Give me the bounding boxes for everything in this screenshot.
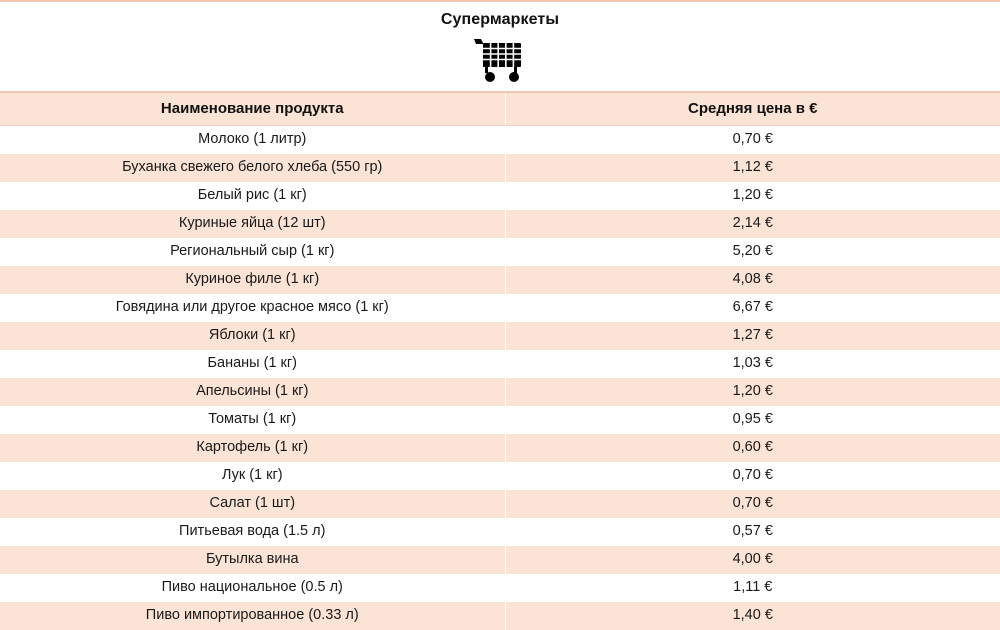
cell-product-name: Говядина или другое красное мясо (1 кг)	[0, 294, 505, 322]
cell-average-price: 1,27 €	[505, 322, 1000, 350]
cell-average-price: 1,20 €	[505, 378, 1000, 406]
table-row	[0, 378, 1000, 406]
cell-average-price: 1,11 €	[505, 574, 1000, 602]
table-row	[0, 294, 1000, 322]
cell-product-name: Белый рис (1 кг)	[0, 182, 505, 210]
table-row	[0, 546, 1000, 574]
table-row	[0, 490, 1000, 518]
cell-product-name: Салат (1 шт)	[0, 490, 505, 518]
table-row	[0, 462, 1000, 490]
cell-average-price: 2,14 €	[505, 210, 1000, 238]
cell-product-name: Томаты (1 кг)	[0, 406, 505, 434]
cell-product-name: Бутылка вина	[0, 546, 505, 574]
cell-average-price: 0,60 €	[505, 434, 1000, 462]
table-head	[0, 93, 1000, 126]
cell-product-name: Региональный сыр (1 кг)	[0, 238, 505, 266]
cell-average-price: 0,95 €	[505, 406, 1000, 434]
cell-product-name: Яблоки (1 кг)	[0, 322, 505, 350]
cell-product-name: Куриное филе (1 кг)	[0, 266, 505, 294]
cell-average-price: 0,70 €	[505, 126, 1000, 155]
cell-average-price: 4,08 €	[505, 266, 1000, 294]
shopping-cart-icon	[470, 33, 530, 85]
cell-average-price: 0,70 €	[505, 490, 1000, 518]
table-row	[0, 126, 1000, 155]
cell-average-price: 5,20 €	[505, 238, 1000, 266]
cell-product-name: Апельсины (1 кг)	[0, 378, 505, 406]
table-row	[0, 182, 1000, 210]
cell-average-price: 1,12 €	[505, 154, 1000, 182]
supermarket-price-table	[0, 93, 1000, 630]
page-title: Супермаркеты	[441, 11, 559, 29]
cell-average-price: 6,67 €	[505, 294, 1000, 322]
cell-average-price: 1,20 €	[505, 182, 1000, 210]
table-header-row	[0, 93, 1000, 126]
table-row	[0, 154, 1000, 182]
table-row	[0, 266, 1000, 294]
table-row	[0, 434, 1000, 462]
cell-product-name: Лук (1 кг)	[0, 462, 505, 490]
table-row	[0, 518, 1000, 546]
table-body	[0, 126, 1000, 630]
cell-average-price: 1,03 €	[505, 350, 1000, 378]
table-row	[0, 210, 1000, 238]
cell-average-price: 4,00 €	[505, 546, 1000, 574]
column-header-product: Наименование продукта	[0, 93, 505, 126]
column-header-price: Средняя цена в €	[505, 93, 1000, 126]
cell-product-name: Питьевая вода (1.5 л)	[0, 518, 505, 546]
table-row	[0, 322, 1000, 350]
table-row	[0, 238, 1000, 266]
table-row	[0, 602, 1000, 630]
cell-product-name: Молоко (1 литр)	[0, 126, 505, 155]
table-row	[0, 406, 1000, 434]
cell-average-price: 1,40 €	[505, 602, 1000, 630]
cell-product-name: Буханка свежего белого хлеба (550 гр)	[0, 154, 505, 182]
cell-average-price: 0,57 €	[505, 518, 1000, 546]
page-header	[0, 0, 1000, 93]
cell-product-name: Картофель (1 кг)	[0, 434, 505, 462]
table-row	[0, 574, 1000, 602]
cell-product-name: Пиво национальное (0.5 л)	[0, 574, 505, 602]
cell-product-name: Бананы (1 кг)	[0, 350, 505, 378]
cell-product-name: Пиво импортированное (0.33 л)	[0, 602, 505, 630]
table-row	[0, 350, 1000, 378]
cell-product-name: Куриные яйца (12 шт)	[0, 210, 505, 238]
cell-average-price: 0,70 €	[505, 462, 1000, 490]
